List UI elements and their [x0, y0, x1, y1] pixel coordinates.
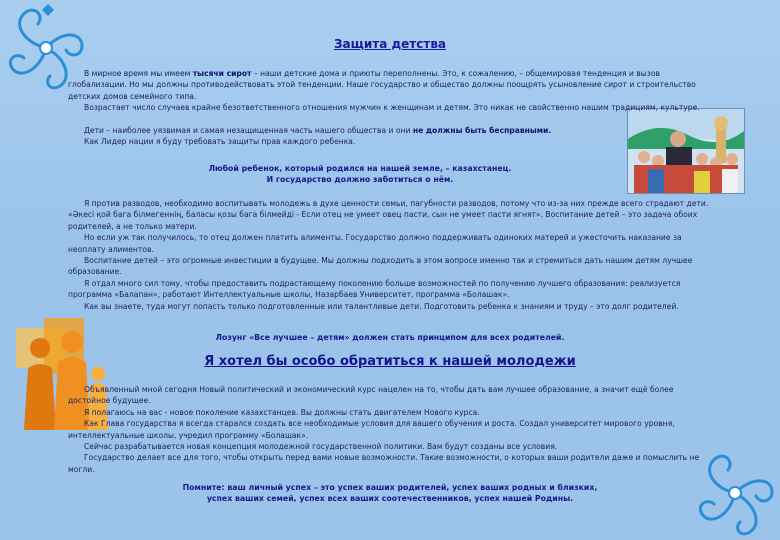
section-family [68, 198, 710, 312]
paragraph: Но если уж так получилось, то отец должен платить алименты. Государство должно поддерживать одиноких матерей и ужесточить наказание за неоплату алиментов. [68, 233, 682, 254]
paragraph: Как Глава государства я всегда старался создать все необходимые условия для вашего обучения и роста. Создал университет мирового уровня, интеллектуальные школы, учредил программу «Болашак». [68, 419, 675, 440]
section-youth [68, 384, 710, 475]
paragraph: Сейчас разрабатывается новая концепция молодежной государственной политики. Вам будут созданы все условия. [84, 442, 558, 452]
paragraph: Государство делает все для того, чтобы открыть перед вами новые возможности. Такие возможности, о которых ваши родители даже и помыслить не могли. [68, 453, 700, 474]
motto [150, 163, 570, 185]
motto-line: Любой ребенок, который родился на нашей земле, – казахстанец. [208, 164, 512, 173]
closing-line: успех ваших семей, успех всех ваших соотечественников, успех нашей Родины. [206, 494, 574, 503]
section-child-protection-2 [68, 125, 624, 148]
paragraph: Воспитание детей – это огромные инвестиции в будущее. Мы должны подходить в этом вопросе именно так и стремиться дать нашим детям лучшее образование. [68, 256, 693, 277]
paragraph: Как вы знаете, туда могут попасть только подготовленные или талантливые дети. Подготовить ребенка к знаниям и труду – это долг родителей. [84, 301, 679, 311]
paragraph: Я против разводов, необходимо воспитывать молодежь в духе ценности семьи, пагубности разводов, потому что из-за них прежде всего страдают дети. «Әкесі қой бага білмегеннің, баласы қозы бага білмейді - Если отец не умеет овец пасти, сын не умеет пасти ягнят». Воспитание детей – это задача обоих родителей, а не только матери. [68, 199, 709, 231]
paragraph: Как Лидер нации я буду требовать защиты прав каждого ребенка. [84, 137, 356, 147]
paragraph: Возрастает число случаев крайне безответственного отношения мужчин к женщинам и детям. Это никак не свойственно нашим традициям, культуре. [84, 103, 700, 113]
page-title: Защита детства [333, 37, 447, 51]
section-child-protection [68, 68, 710, 114]
motto-line: И государство должно заботиться о нём. [266, 175, 454, 184]
paragraph: Я полагаюсь на вас - новое поколение казахстанцев. Вы должны стать двигателем Нового курса. [84, 407, 480, 417]
photo-leader-with-children [627, 108, 745, 194]
slogan: Лозунг «Все лучшее – детям» должен стать принципом для всех родителей. [215, 333, 565, 342]
closing [100, 482, 680, 504]
paragraph: Объявленный мной сегодня Новый политический и экономический курс нацелен на то, чтобы дать вам лучшее образование, а значит ещё более достойное будущее. [68, 385, 674, 406]
paragraph: Я отдал много сил тому, чтобы предоставить подрастающему поколению больше возможностей по получению лучшего образования: реализуется программа «Балапан», работают Интеллектуальные школы, Назарбаев Университет, программа «Болашак». [68, 278, 681, 300]
youth-heading: Я хотел бы особо обратиться к нашей молодежи [204, 354, 576, 369]
paragraph: Дети – наиболее уязвимая и самая незащищенная часть нашего общества и они не должны быть бесправными. [84, 126, 552, 135]
paragraph: В мирное время мы имеем тысячи сирот – наши детские дома и приюты переполнены. Это, к сожалению, – общемировая тенденция и вызов глобализации. Но мы должны противодействовать этой тенденции. Наше государство и общество должны поощрять усыновление сирот и строительство детских домов семейного типа. [68, 69, 696, 101]
closing-line: Помните: ваш личный успех – это успех ваших родителей, успех ваших родных и близких, [182, 483, 598, 492]
